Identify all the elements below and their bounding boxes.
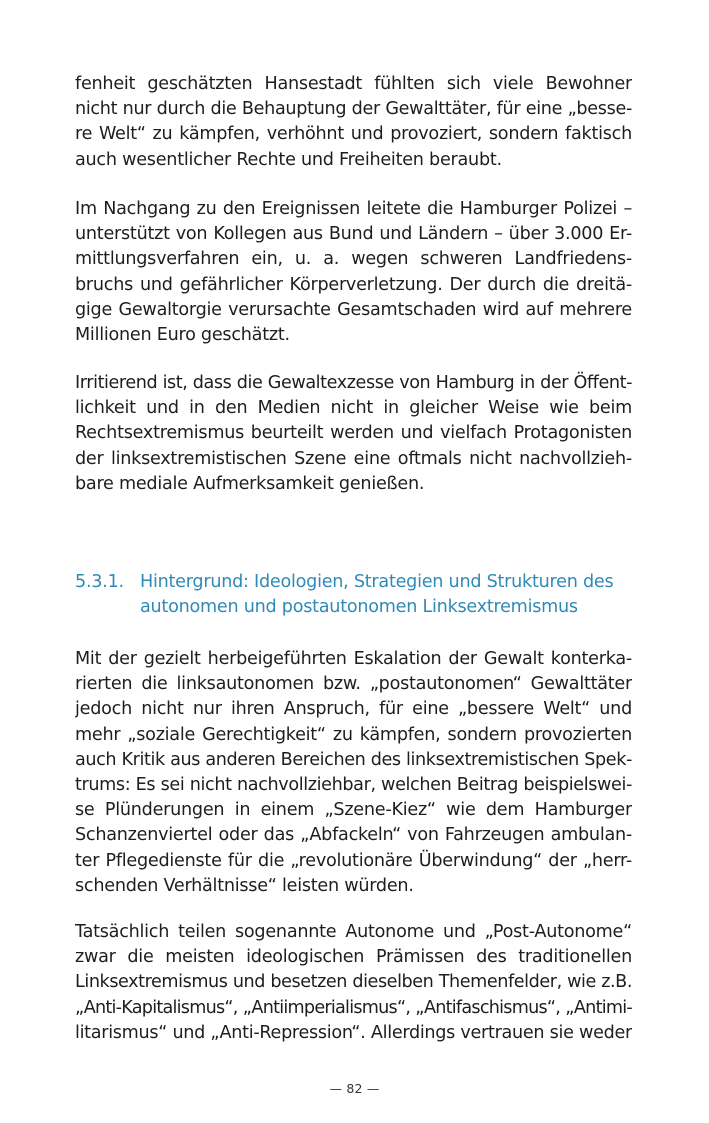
- text-line: se Plünderungen in einem „Szene-Kiez“ wie dem Hamburger: [75, 800, 632, 821]
- section-title-line: Hintergrund: Ideologien, Strategien und Strukturen des: [140, 572, 614, 592]
- text-line: lichkeit und in den Medien nicht in gleicher Weise wie beim: [75, 398, 632, 419]
- text-line: der linksextremistischen Szene eine oftmals nicht nachvollzieh-: [75, 448, 632, 469]
- text-line: auch wesentlicher Rechte und Freiheiten beraubt.: [75, 149, 502, 170]
- text-line: zwar die meisten ideologischen Prämissen des traditionellen: [75, 947, 632, 968]
- text-line: schenden Verhältnisse“ leisten würden.: [75, 875, 414, 896]
- text-line: trums: Es sei nicht nachvollziehbar, welchen Beitrag beispielswei-: [75, 774, 632, 795]
- text-line: Mit der gezielt herbeigeführten Eskalation der Gewalt konterka-: [75, 649, 632, 669]
- text-line: bare mediale Aufmerksamkeit genießen.: [75, 473, 425, 494]
- text-line: Linksextremismus und besetzen dieselben Themenfelder, wie z.B.: [75, 972, 632, 993]
- text-line: re Welt“ zu kämpfen, verhöhnt und provoziert, sondern faktisch: [75, 124, 632, 145]
- text-line: litarismus“ und „Anti-Repression“. Allerdings vertrauen sie weder: [75, 1022, 632, 1043]
- text-line: bruchs und gefährlicher Körperverletzung. Der durch die dreitä-: [75, 274, 632, 295]
- text-line: Irritierend ist, dass die Gewaltexzesse von Hamburg in der Öffent-: [75, 373, 632, 393]
- text-line: Millionen Euro geschätzt.: [75, 324, 290, 345]
- section-title-line: autonomen und postautonomen Linksextremismus: [140, 597, 578, 618]
- text-line: fenheit geschätzten Hansestadt fühlten sich viele Bewohner: [75, 74, 632, 94]
- paragraph-4: [75, 647, 632, 899]
- text-line: „Anti-Kapitalismus“, „Antiimperialismus“, „Antifaschismus“, „Antimi-: [75, 997, 632, 1018]
- paragraph-2: [75, 197, 632, 348]
- text-line: mittlungsverfahren ein, u. a. wegen schweren Landfriedens-: [75, 249, 632, 270]
- text-line: unterstützt von Kollegen aus Bund und Ländern – über 3.000 Er-: [75, 224, 632, 245]
- text-line: Schanzenviertel oder das „Abfackeln“ von Fahrzeugen ambulan-: [75, 825, 632, 846]
- text-line: jedoch nicht nur ihren Anspruch, für eine „bessere Welt“ und: [75, 699, 632, 720]
- text-line: mehr „soziale Gerechtigkeit“ zu kämpfen, sondern provozierten: [75, 724, 632, 745]
- text-line: Tatsächlich teilen sogenannte Autonome und „Post-Autonome“: [75, 922, 632, 942]
- text-line: Im Nachgang zu den Ereignissen leitete die Hamburger Polizei –: [75, 199, 632, 219]
- paragraph-3: [75, 371, 632, 497]
- text-line: Rechtsextremismus beurteilt werden und vielfach Protagonisten: [75, 423, 632, 444]
- text-line: ter Pflegedienste für die „revolutionäre Überwindung“ der „herr-: [75, 850, 632, 871]
- text-line: rierten die linksautonomen bzw. „postautonomen“ Gewalttäter: [75, 674, 632, 695]
- paragraph-5: [75, 920, 632, 1046]
- text-line: nicht nur durch die Behauptung der Gewalttäter, für eine „besse-: [75, 99, 632, 120]
- page-number: — 82 —: [329, 1081, 380, 1096]
- section-number: 5.3.1.: [75, 572, 124, 592]
- paragraph-1: [75, 72, 632, 173]
- section-title: [140, 570, 635, 620]
- text-line: auch Kritik aus anderen Bereichen des linksextremistischen Spek-: [75, 749, 632, 770]
- text-line: gige Gewaltorgie verursachte Gesamtschaden wird auf mehrere: [75, 299, 632, 320]
